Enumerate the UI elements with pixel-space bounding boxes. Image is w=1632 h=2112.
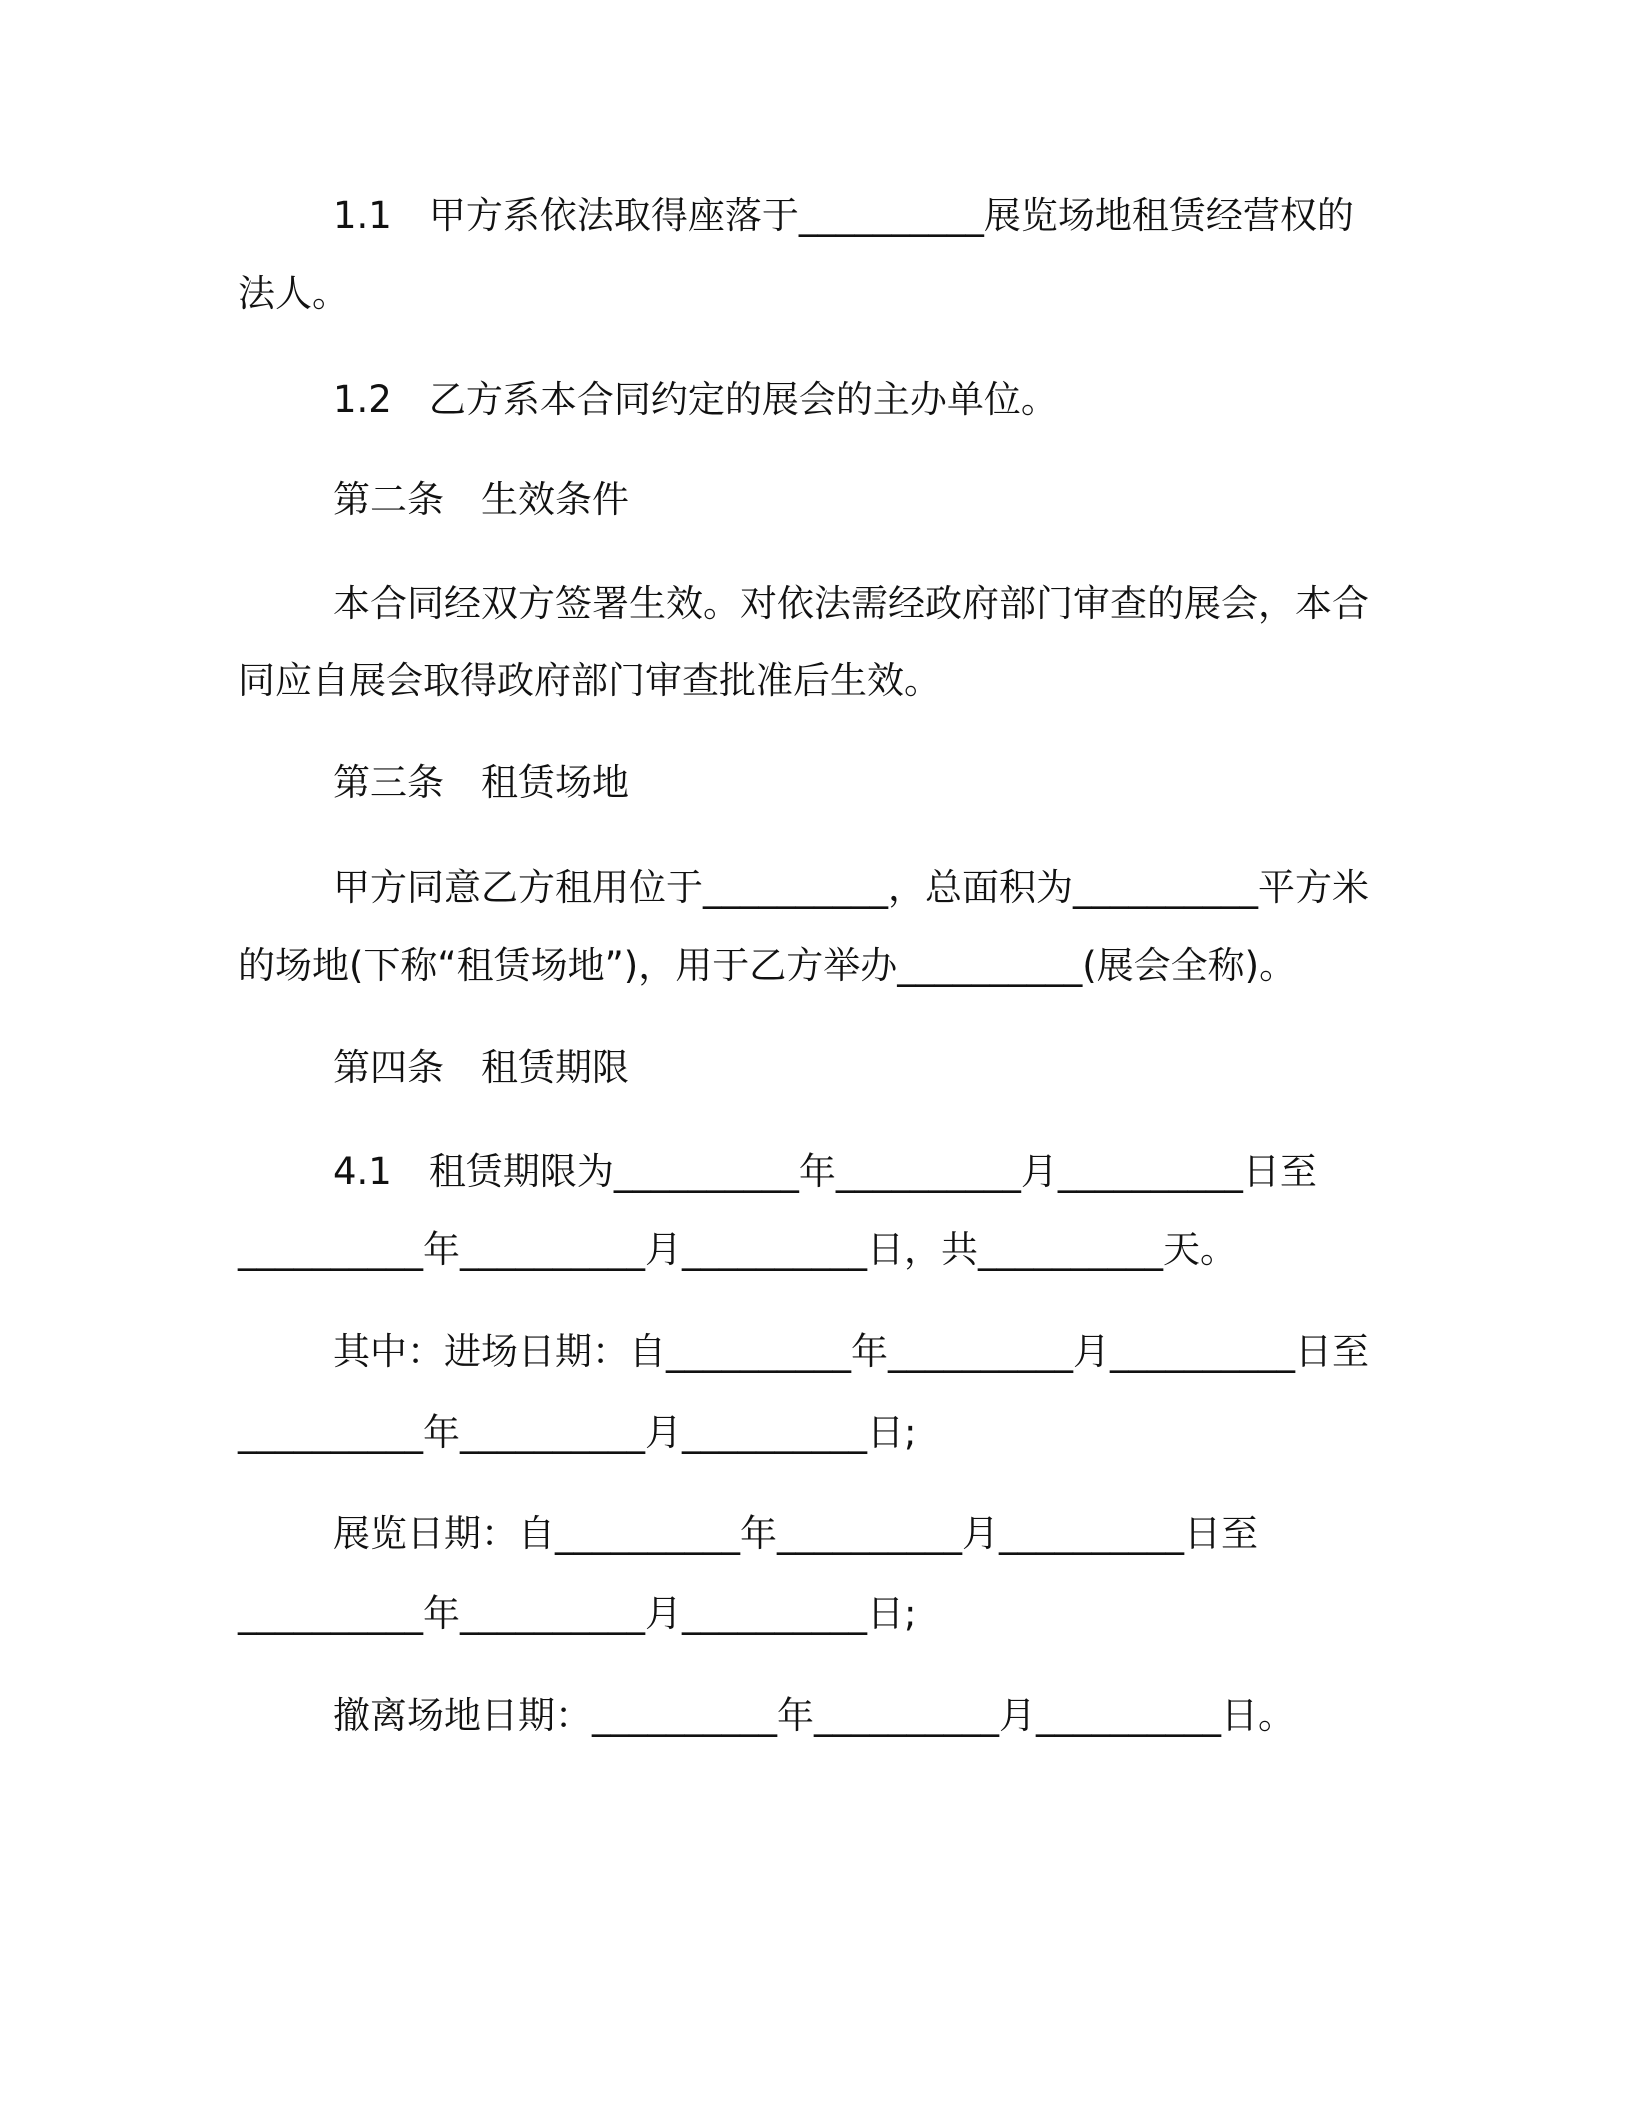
article-2-body-line-1: 本合同经双方签署生效。对依法需经政府部门审查的展会，本合 [333, 582, 1369, 625]
entry-date-line-2: __________年__________月__________日; [238, 1411, 917, 1454]
entry-date-line-1: 其中：进场日期：自__________年__________月__________日至 [333, 1330, 1369, 1373]
withdrawal-date-line: 撤离场地日期：__________年__________月__________日。 [333, 1694, 1295, 1737]
clause-1-1-line-2: 法人。 [238, 272, 349, 315]
article-2-heading: 第二条 生效条件 [333, 478, 629, 521]
article-2-body-line-2: 同应自展会取得政府部门审查批准后生效。 [238, 659, 941, 702]
article-3-heading: 第三条 租赁场地 [333, 761, 629, 804]
article-3-body-line-2: 的场地(下称“租赁场地”)，用于乙方举办__________(展会全称)。 [238, 944, 1297, 987]
clause-1-2: 1.2 乙方系本合同约定的展会的主办单位。 [333, 378, 1058, 421]
clause-1-1-line-1: 1.1 甲方系依法取得座落于__________展览场地租赁经营权的 [333, 194, 1354, 237]
clause-4-1-line-2: __________年__________月__________日，共__________天。 [238, 1228, 1237, 1271]
exhibition-date-line-1: 展览日期：自__________年__________月__________日至 [333, 1512, 1258, 1555]
clause-4-1-line-1: 4.1 租赁期限为__________年__________月__________日至 [333, 1150, 1317, 1193]
article-3-body-line-1: 甲方同意乙方租用位于__________，总面积为__________平方米 [333, 866, 1369, 909]
exhibition-date-line-2: __________年__________月__________日; [238, 1592, 917, 1635]
article-4-heading: 第四条 租赁期限 [333, 1046, 629, 1089]
